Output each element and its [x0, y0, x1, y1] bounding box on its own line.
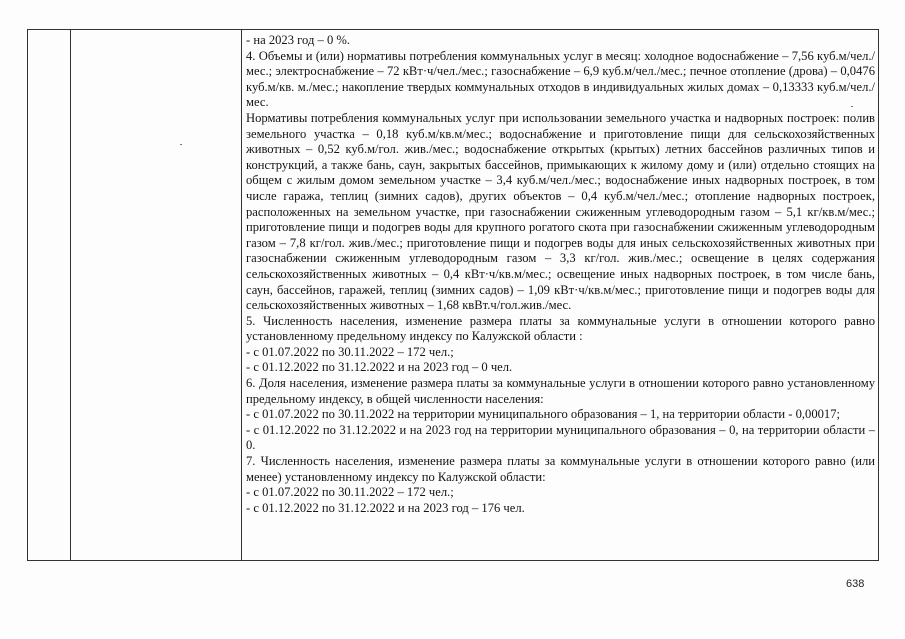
column-divider [241, 30, 242, 560]
table-cell-text [246, 33, 875, 516]
column-divider [70, 30, 71, 560]
paragraph: - с 01.07.2022 по 30.11.2022 – 172 чел.; [246, 485, 454, 500]
table-frame [27, 29, 879, 561]
paragraph: - с 01.12.2022 по 31.12.2022 и на 2023 год на территории муниципального образования – 0, на территории области – 0. [246, 422, 875, 453]
page-number: 638 [846, 578, 865, 590]
scan-speck [180, 144, 182, 145]
paragraph: Нормативы потребления коммунальных услуг при использовании земельного участка и надворных построек: полив земельного участка – 0,18 куб.м/кв.м/мес.; водоснабжение и приготовление пищи для сельскохозяйственных животных – 0,52 куб.м/гол. жив./мес.; водоснабжение открытых (крытых) летних бассейнов различных типов и конструкций, а также бань, саун, закрытых бассейнов, примыкающих к жилому дому и (или) отдельно стоящих на общем с жилым домом земельном участке – 3,4 куб.м/чел./мес.; водоснабжение иных надворных построек, в том числе гаража, теплиц (зимних садов), других объектов – 0,4 куб.м/чел./мес.; отопление надворных построек, расположенных на земельном участке, при газоснабжении сжиженным углеводородным газом – 5,1 кг/кв.м/мес.; приготовление пищи и подогрев воды для крупного рогатого скота при газоснабжении сжиженным углеводородным газом – 7,8 кг/гол. жив./мес.; приготовление пищи и подогрев воды для иных сельскохозяйственных животных при газоснабжении сжиженным углеводородным газом – 3,3 кг/гол. жив./мес.; освещение в целях содержания сельскохозяйственных животных – 0,4 кВт·ч/кв.м/мес.; освещение иных надворных построек, в том числе бань, саун, бассейнов, гаражей, теплиц (зимних садов) – 1,09 кВт·ч/кв.м/мес.; приготовление пищи и подогрев воды для сельскохозяйственных животных – 1,68 квВт.ч/гол.жив./мес. [246, 110, 875, 313]
paragraph: 5. Численность населения, изменение размера платы за коммунальные услуги в отношении которого равно установленному предельному индексу по Калужской области : [246, 313, 875, 344]
paragraph: - с 01.07.2022 по 30.11.2022 – 172 чел.; [246, 344, 454, 359]
paragraph: - на 2023 год – 0 %. [246, 33, 351, 47]
paragraph: - с 01.07.2022 по 30.11.2022 на территории муниципального образования – 1, на территории области - 0,00017; [246, 407, 841, 422]
paragraph: 6. Доля населения, изменение размера платы за коммунальные услуги в отношении которого равно установленному предельному индексу, в общей численности населения: [246, 376, 875, 406]
paragraph: 7. Численность населения, изменение размера платы за коммунальные услуги в отношении которого равно (или менее) установленному индексу по Калужской области: [246, 454, 875, 484]
scan-speck [851, 106, 853, 107]
paragraph: - с 01.12.2022 по 31.12.2022 и на 2023 год – 0 чел. [246, 360, 513, 375]
paragraph: - с 01.12.2022 по 31.12.2022 и на 2023 год – 176 чел. [246, 500, 525, 515]
paragraph: 4. Объемы и (или) нормативы потребления коммунальных услуг в месяц: холодное водоснабжение – 7,56 куб.м/чел./мес.; электроснабжение – 72 кВт·ч/чел./мес.; газоснабжение – 6,9 куб.м/чел./мес.; печное отопление (дрова) – 0,0476 куб.м/кв. м./мес.; накопление твердых коммунальных отходов в индивидуальных жилых домах – 0,13333 куб.м/чел./мес. [246, 48, 875, 110]
